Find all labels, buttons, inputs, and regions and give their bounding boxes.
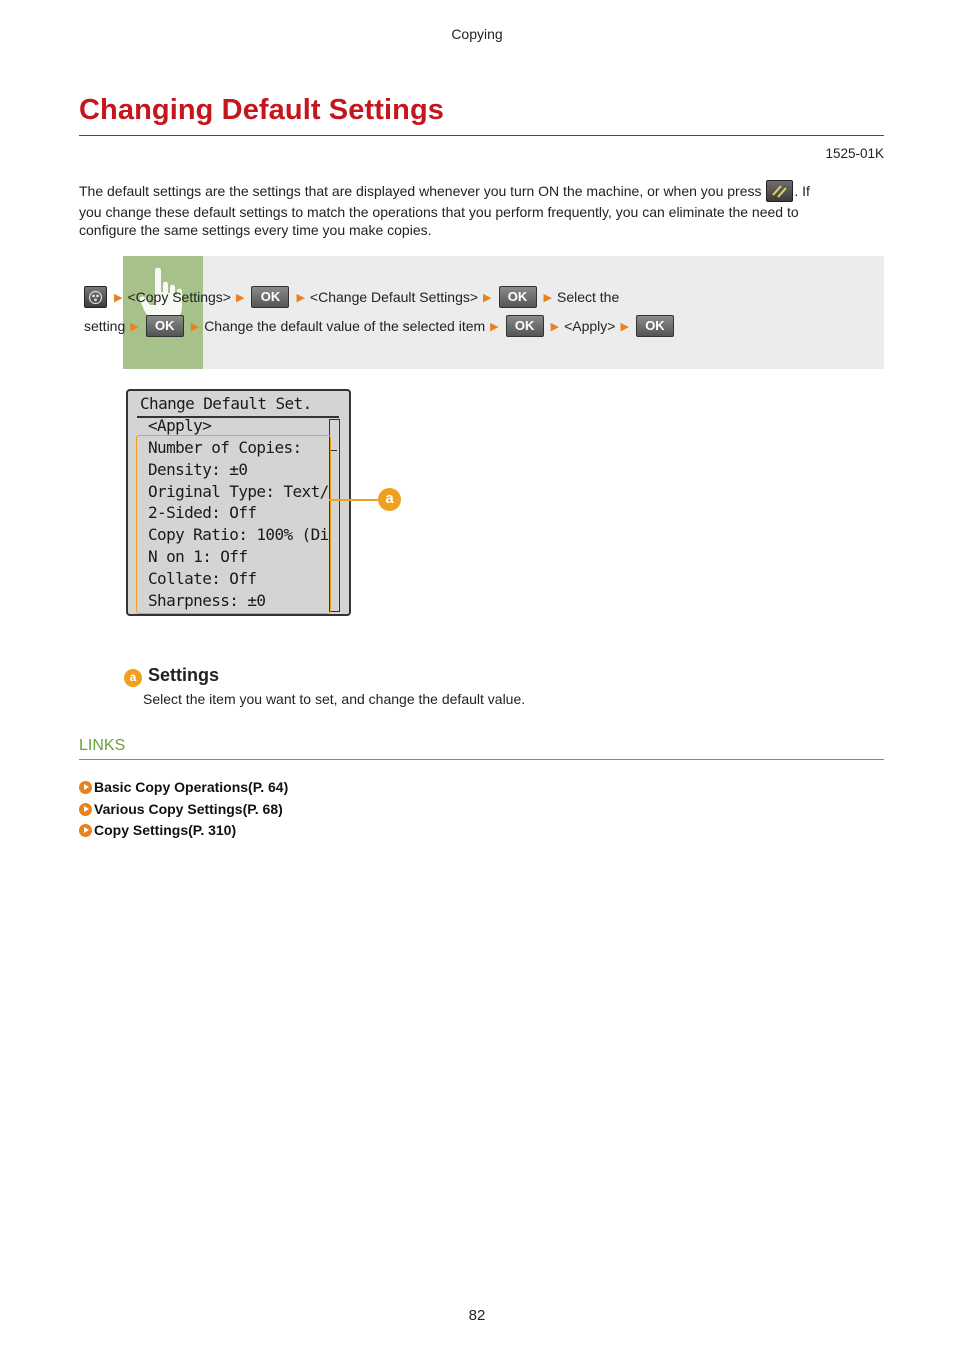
callout-badge: a xyxy=(378,488,401,511)
intro-line-1-end: . If xyxy=(794,183,810,199)
lcd-line: Density: ±0 xyxy=(148,460,248,479)
arrow-icon: ▶ xyxy=(620,320,629,333)
lcd-screen xyxy=(126,389,351,616)
callout-line xyxy=(329,499,379,501)
lcd-line: Copy Ratio: 100% (Di xyxy=(148,525,329,544)
ok-key-icon: OK xyxy=(146,315,184,337)
arrow-icon: ▶ xyxy=(550,320,560,333)
link-arrow-icon xyxy=(79,824,92,837)
arrow-icon: ▶ xyxy=(543,291,552,304)
ok-key-icon: OK xyxy=(499,286,537,308)
arrow-icon: ▶ xyxy=(490,320,499,333)
document-id: 1525-01K xyxy=(825,146,884,161)
step-change-default: <Change Default Settings> xyxy=(309,289,479,305)
step-change-value: Change the default value of the selected item xyxy=(204,318,486,334)
lcd-title: Change Default Set. xyxy=(140,394,312,413)
arrow-icon: ▶ xyxy=(130,320,139,333)
lcd-line: N on 1: Off xyxy=(148,547,248,566)
ok-key-icon: OK xyxy=(251,286,289,308)
lcd-highlight-frame xyxy=(136,435,331,614)
step-apply: <Apply> xyxy=(564,318,616,334)
step-setting: setting xyxy=(84,318,126,334)
item-title: Settings xyxy=(148,665,220,685)
link-arrow-icon xyxy=(79,781,92,794)
lcd-line-apply: <Apply> xyxy=(148,416,212,435)
ok-key-icon: OK xyxy=(506,315,544,337)
lcd-scroll-thumb xyxy=(331,421,337,451)
link-label: Various Copy Settings(P. 68) xyxy=(94,801,283,817)
link-various-copy-settings[interactable] xyxy=(79,801,283,817)
lcd-line: 2-Sided: Off xyxy=(148,503,257,522)
intro-line-1: The default settings are the settings that are displayed whenever you turn ON the machine, or when you press xyxy=(79,183,762,199)
intro-paragraph xyxy=(79,180,884,238)
link-label: Copy Settings(P. 310) xyxy=(94,822,237,838)
links-divider xyxy=(79,759,884,760)
item-description: Select the item you want to set, and change the default value. xyxy=(143,691,526,707)
reset-key-icon xyxy=(766,180,793,202)
arrow-icon: ▶ xyxy=(235,291,245,304)
procedure-line-1 xyxy=(84,286,619,308)
arrow-icon: ▶ xyxy=(296,291,305,304)
lcd-line: Collate: Off xyxy=(148,569,257,588)
arrow-icon: ▶ xyxy=(114,291,123,304)
item-badge: a xyxy=(124,669,142,687)
intro-line-2: you change these default settings to match the operations that you perform frequently, you can eliminate the need to xyxy=(79,204,799,220)
link-copy-settings[interactable] xyxy=(79,822,236,838)
lcd-line: Number of Copies: xyxy=(148,438,302,457)
lcd-line: Sharpness: ±0 xyxy=(148,591,266,610)
step-select-the: Select the xyxy=(556,289,620,305)
page-number: 82 xyxy=(468,1307,486,1324)
lcd-line: Original Type: Text/ xyxy=(148,482,329,501)
step-copy-settings: <Copy Settings> xyxy=(127,289,231,305)
arrow-icon: ▶ xyxy=(483,291,492,304)
procedure-box xyxy=(123,256,884,369)
title-divider xyxy=(79,135,884,136)
page-title: Changing Default Settings xyxy=(79,94,444,126)
intro-line-3: configure the same settings every time you make copies. xyxy=(79,222,432,238)
ok-key-icon: OK xyxy=(636,315,674,337)
link-arrow-icon xyxy=(79,803,92,816)
link-basic-copy-operations[interactable] xyxy=(79,779,288,795)
procedure-line-2 xyxy=(84,315,676,337)
arrow-icon: ▶ xyxy=(190,320,200,333)
running-header: Copying xyxy=(451,26,503,42)
procedure-hand-panel xyxy=(123,256,203,369)
link-label: Basic Copy Operations(P. 64) xyxy=(94,779,289,795)
menu-key-icon xyxy=(84,286,107,308)
links-heading: LINKS xyxy=(79,737,126,754)
